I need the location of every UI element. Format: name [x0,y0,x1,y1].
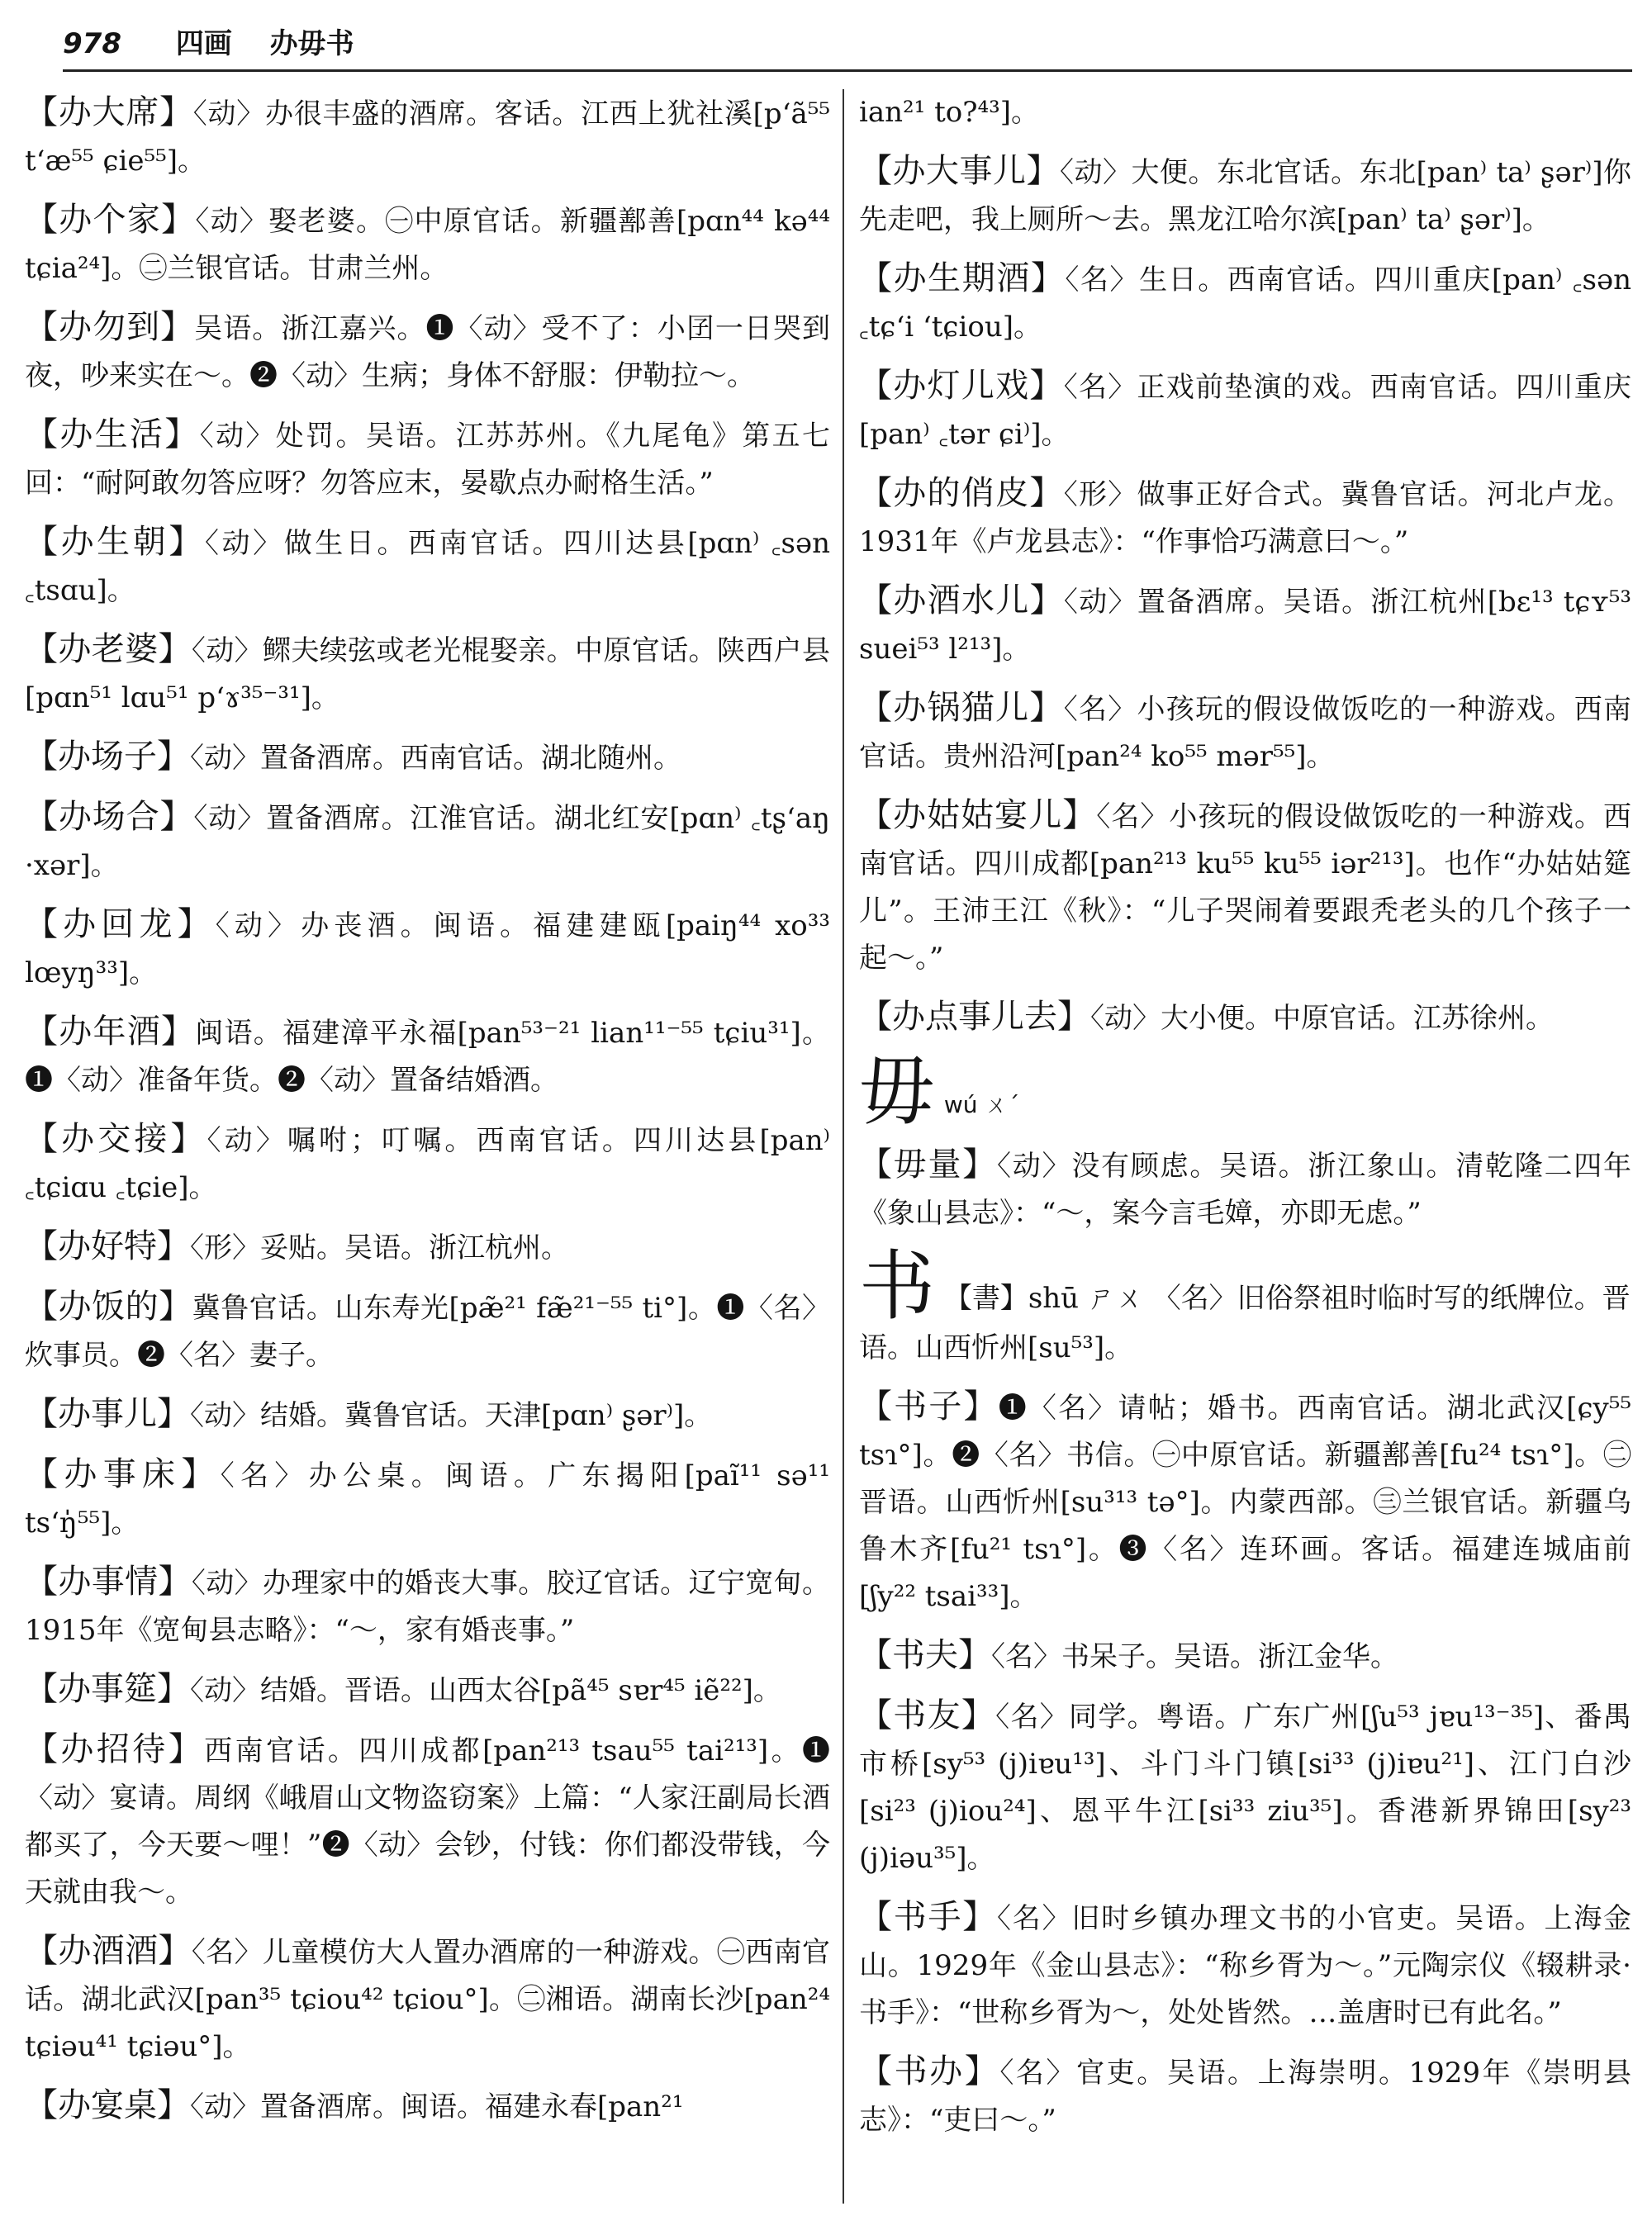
entry-headword: 【办灯儿戏】 [859,367,1064,405]
entry-headword: 【办勿到】 [25,308,195,346]
entry-definition: 〈动〉嘱咐；叮嘱。西南官话。四川达县[pan⁾ ꜀tɕiɑu ꜀tɕie]。 [25,1124,830,1204]
entry-definition: 〈名〉官吏。吴语。上海崇明。1929年《崇明县志》：“吏曰～。” [859,2057,1631,2137]
entry-headword: 【办酒水儿】 [859,581,1064,619]
shu-definition: 【書】shū ㄕㄨ 〈名〉旧俗祭祖时临时写的纸牌位。晋语。山西忻州[su⁵³]。 [859,1282,1631,1364]
dictionary-entry [859,2048,1631,2144]
entry-headword: 【办好特】 [25,1227,190,1265]
shu-entries [859,1383,1631,2144]
entry-headword: 【书子】 [859,1388,999,1426]
entry-headword: 【办生朝】 [25,523,205,561]
entry-definition: 吴语。浙江嘉兴。❶〈动〉受不了：小囝一日哭到夜，吵来实在～。❷〈动〉生病；身体不舒服：伊勒拉～。 [25,312,830,392]
dictionary-entry [859,685,1631,780]
dictionary-entry [859,1692,1631,1882]
dictionary-entry [859,89,1631,136]
entry-definition: 〈名〉生日。西南官话。四川重庆[pan⁾ ꜀sən ꜀tɕ‘i ‘tɕiou]。 [859,263,1631,344]
dictionary-entry [25,1451,830,1547]
entry-definition: 〈动〉结婚。冀鲁官话。天津[pɑn⁾ ʂər⁾]。 [190,1399,713,1432]
entry-definition: 〈名〉儿童模仿大人置办酒席的一种游戏。㊀西南官话。湖北武汉[pan³⁵ tɕiou⁴² tɕiou°]。㊁湘语。湖南长沙[pan²⁴ tɕiəu⁴¹ tɕiəu°]。 [25,1936,830,2063]
page-header [63,18,1632,72]
entry-headword: 【办事儿】 [25,1395,190,1433]
entry-headword: 【办生活】 [25,415,200,453]
entry-definition: 〈动〉做生日。西南官话。四川达县[pɑn⁾ ꜀sən ꜀tsɑu]。 [25,527,830,607]
entry-headword: 【办场子】 [25,738,190,776]
right-column [859,89,1631,2204]
entry-definition: 闽语。福建漳平永福[pan⁵³⁻²¹ lian¹¹⁻⁵⁵ tɕiu³¹]。❶〈动〉准备年货。❷〈动〉置备结婚酒。 [25,1017,830,1097]
entry-definition: 〈动〉办丧酒。闽语。福建建瓯[paiŋ⁴⁴ xo³³ lœyŋ³³]。 [25,909,830,989]
entry-definition: ian²¹ to?⁴³]。 [859,96,1039,129]
entry-headword: 【办锅猫儿】 [859,689,1064,727]
dictionary-entry [25,1726,830,1916]
dictionary-entry [859,1383,1631,1620]
dictionary-entry [25,411,830,507]
dictionary-entry [25,1666,830,1715]
entry-headword: 【书办】 [859,2052,1000,2090]
left-column [25,89,830,2204]
entry-headword: 【办酒酒】 [25,1932,192,1970]
dictionary-entry [859,255,1631,351]
column-divider [843,89,844,2204]
dictionary-entry [859,1632,1631,1681]
dictionary-entry [25,197,830,292]
dictionary-entry [25,1116,830,1212]
entry-definition: 〈名〉旧时乡镇办理文书的小官吏。吴语。上海金山。1929年《金山县志》：“称乡胥为～。”元陶宗仪《辍耕录·书手》：“世称乡胥为～，处处皆然。…盖唐时已有此名。” [859,1902,1631,2029]
dictionary-entry [859,1894,1631,2037]
entry-definition: 〈动〉处罚。吴语。江苏苏州。《九尾龟》第五七回：“耐阿敢勿答应呀？勿答应末，晏歇点办耐格生活。” [25,420,830,500]
entry-headword: 【办宴桌】 [25,2086,190,2124]
entry-definition: 〈名〉正戏前垫演的戏。西南官话。四川重庆[pan⁾ ꜀tər ɕi⁾]。 [859,371,1631,451]
entry-definition: 〈动〉办理家中的婚丧大事。胶辽官话。辽宁宽甸。1915年《宽甸县志略》：“～，家有婚丧事。” [25,1567,830,1647]
dictionary-entry [25,519,830,614]
page-number: 978 [63,27,121,60]
dictionary-entry [25,1283,830,1379]
entry-headword: 【办事筵】 [25,1670,190,1708]
big-char-shu: 书 [859,1242,936,1331]
wu-pinyin: wú ㄨˊ [943,1091,1020,1118]
header-chars: 办毋书 [269,27,354,60]
char-heading-wu [859,1047,1631,1136]
entry-headword: 【办场合】 [25,798,194,836]
entry-headword: 【书手】 [859,1898,998,1936]
section-label: 四画 [175,27,232,60]
big-char-wu: 毋 [859,1047,936,1136]
entry-headword: 【办饭的】 [25,1288,192,1326]
entry-headword: 【办大事儿】 [859,152,1061,190]
entry-headword: 【办事情】 [25,1563,192,1601]
dictionary-entry [25,2082,830,2131]
dictionary-entry [25,1008,830,1104]
dictionary-entry [859,577,1631,673]
entry-definition: 〈动〉置备酒席。西南官话。湖北随州。 [190,742,681,775]
dictionary-entry [859,363,1631,458]
dictionary-entry [859,792,1631,982]
wu-entries [859,1141,1631,1237]
dictionary-entry [25,1391,830,1440]
entry-definition: 冀鲁官话。山东寿光[pæ̃²¹ fæ̃²¹⁻⁵⁵ ti°]。❶〈名〉炊事员。❷〈名〉妻子。 [25,1292,830,1372]
entry-headword: 【办个家】 [25,201,196,239]
entry-headword: 【办年酒】 [25,1013,196,1051]
entry-headword: 【办大席】 [25,93,193,131]
dictionary-entry [25,733,830,782]
entry-definition: 〈动〉置备酒席。吴语。浙江杭州[bɛ¹³ tɕʏ⁵³ suei⁵³ l²¹³]。 [859,586,1631,666]
entry-definition: 〈名〉同学。粤语。广东广州[ʃu⁵³ jɐu¹³⁻³⁵]、番禺市桥[sy⁵³ (j)iɐu¹³]、斗门斗门镇[si³³ (j)iɐu²¹]、江门白沙[si²³ (j)iou²⁴]、恩平牛江[si³³ ziu³⁵]。香港新界锦田[sy²³ (j)iəu³⁵]。 [859,1701,1631,1875]
entry-definition: 〈名〉办公桌。闽语。广东揭阳[paĩ¹¹ sə¹¹ ts‘ŋ̍⁵⁵]。 [25,1459,830,1540]
entry-definition: 〈动〉办很丰盛的酒席。客话。江西上犹社溪[p‘ã⁵⁵ t‘æ⁵⁵ ɕie⁵⁵]。 [25,97,830,178]
entry-headword: 【书夫】 [859,1636,991,1674]
entry-definition: 〈名〉小孩玩的假设做饭吃的一种游戏。西南官话。四川成都[pan²¹³ ku⁵⁵ ku⁵⁵ iər²¹³]。也作“办姑姑筵儿”。王沛王江《秋》：“儿子哭闹着要跟秃老头的几个孩子一起～。” [859,800,1631,975]
entry-definition: 〈动〉大小便。中原官话。江苏徐州。 [1090,1002,1554,1035]
entry-definition: 〈名〉小孩玩的假设做饭吃的一种游戏。西南官话。贵州沿河[pan²⁴ ko⁵⁵ mər⁵⁵]。 [859,693,1631,773]
entry-headword: 【办老婆】 [25,630,192,668]
entry-definition: ❶〈名〉请帖；婚书。西南官话。湖北武汉[ɕy⁵⁵ tsɿ°]。❷〈名〉书信。㊀中原官话。新疆鄯善[fu²⁴ tsɿ°]。㊁晋语。山西忻州[su³¹³ tə°]。内蒙西部。㊂兰银官话。新疆乌鲁木齐[fu²¹ tsɿ°]。❸〈名〉连环画。客话。福建连城庙前[ʃy²² tsai³³]。 [859,1392,1631,1613]
dictionary-entry [25,901,830,997]
char-heading-shu [859,1242,1631,1372]
entry-definition: 〈动〉结婚。晋语。山西太谷[pã⁴⁵ sɐr⁴⁵ iẽ²²]。 [190,1674,781,1707]
entry-definition: 〈名〉书呆子。吴语。浙江金华。 [991,1640,1398,1673]
dictionary-entry [25,89,830,185]
entry-definition: 〈形〉妥贴。吴语。浙江杭州。 [190,1231,569,1264]
dictionary-entry [25,794,830,890]
dictionary-entry [25,1928,830,2071]
entry-headword: 【办生期酒】 [859,259,1066,297]
right-entries-top [859,89,1631,1042]
entry-definition: 〈形〉做事正好合式。冀鲁官话。河北卢龙。1931年《卢龙县志》：“作事恰巧满意曰～。” [859,478,1631,558]
dictionary-entry [859,994,1631,1042]
dictionary-entry [25,1559,830,1654]
entry-headword: 【办点事儿去】 [859,998,1090,1036]
dictionary-entry [859,1141,1631,1237]
entry-definition: 〈动〉鳏夫续弦或老光棍娶亲。中原官话。陕西户县[pɑn⁵¹ lɑu⁵¹ p‘ɤ³⁵⁻³¹]。 [25,634,830,714]
dictionary-entry [25,626,830,722]
entry-headword: 【毋量】 [859,1146,998,1184]
dictionary-entry [25,304,830,400]
entry-definition: 〈动〉大便。东北官话。东北[pan⁾ ta⁾ ʂər⁾]你先走吧，我上厕所～去。黑龙江哈尔滨[pan⁾ ta⁾ ʂər⁾]。 [859,156,1631,236]
entry-headword: 【办的俏皮】 [859,474,1064,512]
dictionary-entry [859,148,1631,244]
entry-headword: 【办交接】 [25,1120,207,1158]
entry-headword: 【办回龙】 [25,905,216,943]
entry-definition: 西南官话。四川成都[pan²¹³ tsau⁵⁵ tai²¹³]。❶〈动〉宴请。周纲《峨眉山文物盗窃案》上篇：“人家汪副局长酒都买了，今天要～哩！”❷〈动〉会钞，付钱：你们都没带钱，今天就由我～。 [25,1734,830,1909]
entry-definition: 〈动〉置备酒席。闽语。福建永春[pan²¹ [190,2090,684,2123]
dictionary-entry [25,1223,830,1272]
dictionary-entry [859,470,1631,566]
entry-definition: 〈动〉置备酒席。江淮官话。湖北红安[pɑn⁾ ꜀tʂ‘aŋ ·xər]。 [25,802,830,882]
entry-headword: 【办招待】 [25,1730,205,1768]
entry-definition: 〈动〉娶老婆。㊀中原官话。新疆鄯善[pɑn⁴⁴ kə⁴⁴ tɕia²⁴]。㊁兰银官话。甘肃兰州。 [25,205,830,285]
entry-headword: 【办姑姑宴儿】 [859,796,1097,834]
entry-headword: 【办事床】 [25,1455,221,1493]
entry-definition: 〈动〉没有顾虑。吴语。浙江象山。清乾隆二四年《象山县志》：“～，案今言毛嫜，亦即无虑。” [859,1150,1631,1230]
entry-headword: 【书友】 [859,1696,996,1734]
